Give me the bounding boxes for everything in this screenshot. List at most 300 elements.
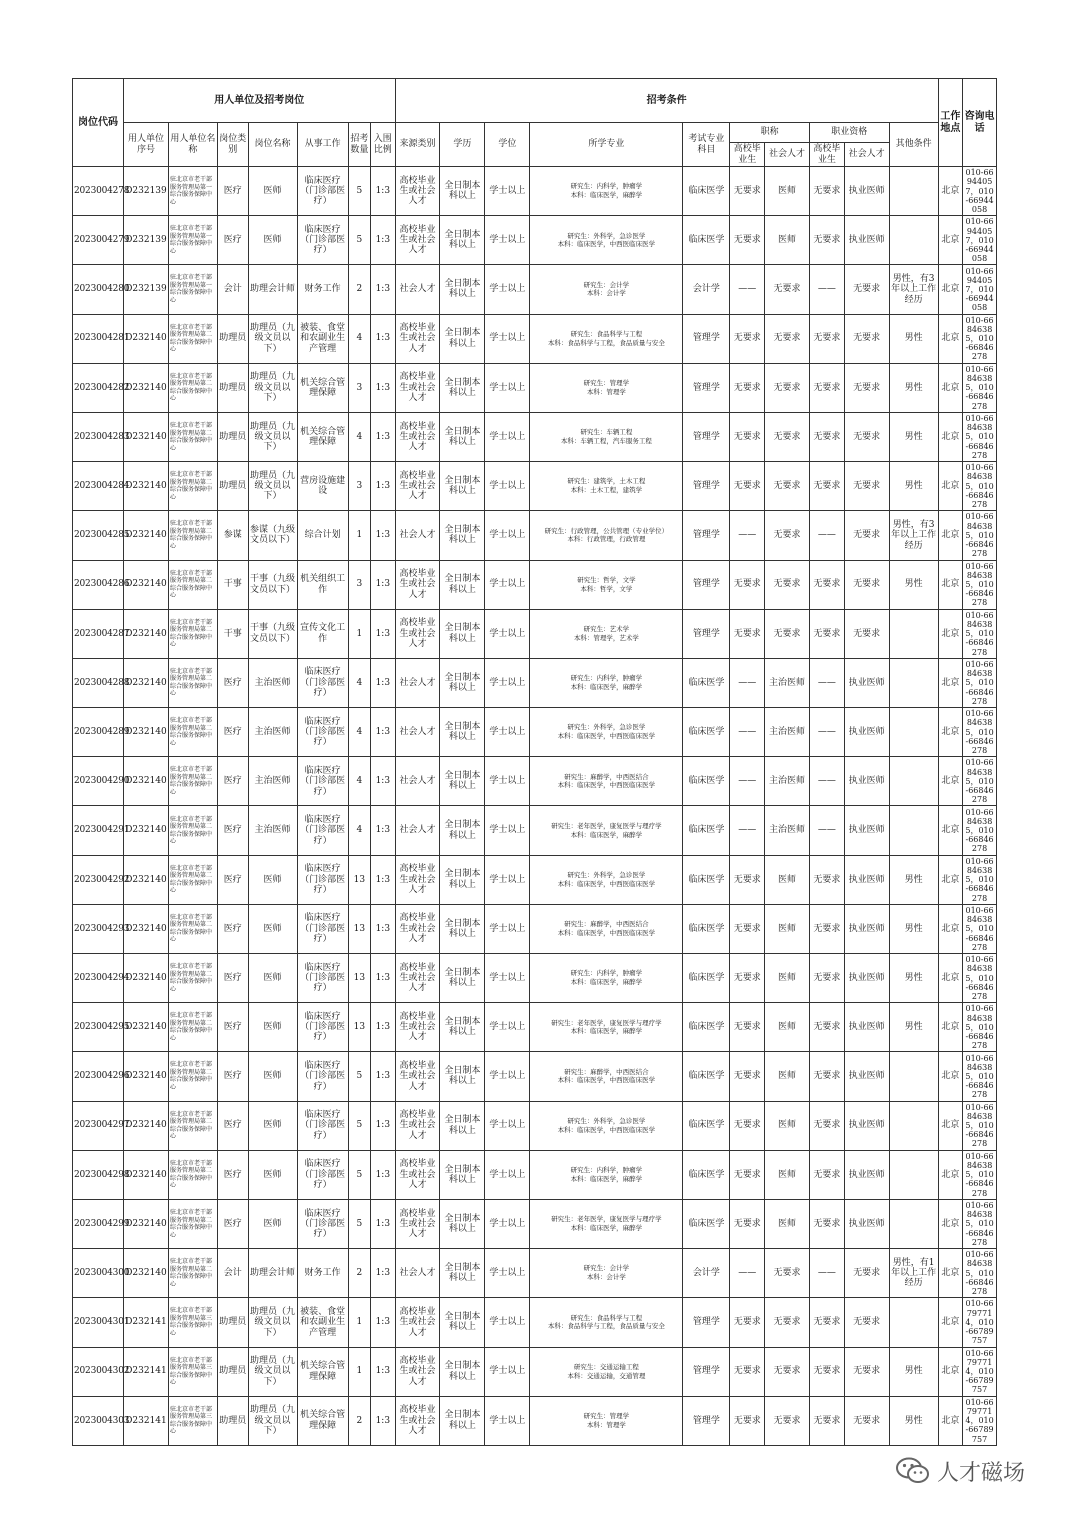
title-social-cell: 无要求 — [765, 412, 810, 461]
qual-social-cell: 无要求 — [844, 412, 889, 461]
phone-cell: 010-66846385，010-66846278 — [963, 1199, 997, 1248]
post-name-cell: 助理员（九级文员以下） — [248, 363, 297, 412]
quota-cell: 5 — [348, 167, 370, 216]
source-cell: 高校毕业生或社会人才 — [395, 560, 440, 609]
major-cell: 研究生：行政管理，公共管理（专业学位） 本科：行政管理，行政管理 — [530, 511, 683, 560]
education-cell: 全日制本科以上 — [440, 1298, 485, 1347]
table-row — [73, 511, 997, 560]
exam-subject-cell: 管理学 — [683, 511, 730, 560]
education-cell: 全日制本科以上 — [440, 1101, 485, 1150]
post-category-cell: 医疗 — [217, 708, 248, 757]
major-cell: 研究生：外科学，急诊医学 本科：临床医学，中西医临床医学 — [530, 708, 683, 757]
qual-social-cell: 无要求 — [844, 314, 889, 363]
unit-name-cell: 驻北京市老干部服务管理局第二综合服务保障中心 — [168, 1052, 217, 1101]
degree-cell: 学士以上 — [485, 1199, 530, 1248]
source-cell: 社会人才 — [395, 708, 440, 757]
table-row — [73, 757, 997, 806]
phone-cell: 010-66846385，010-66846278 — [963, 757, 997, 806]
title-grad-cell: 无要求 — [730, 167, 765, 216]
qual-grad-cell: 无要求 — [809, 1052, 844, 1101]
degree-cell: 学士以上 — [485, 511, 530, 560]
major-cell: 研究生：老年医学，康复医学与理疗学 本科：临床医学，麻醉学 — [530, 1003, 683, 1052]
col-post-category: 岗位类别 — [217, 123, 248, 167]
source-cell: 高校毕业生或社会人才 — [395, 462, 440, 511]
post-code-cell: 2023004290 — [73, 757, 124, 806]
post-category-cell: 医疗 — [217, 1150, 248, 1199]
qual-grad-cell: 无要求 — [809, 609, 844, 658]
col-group-qualification: 职业资格 — [809, 123, 889, 143]
unit-no-cell: D232139 — [124, 216, 169, 265]
source-cell: 高校毕业生或社会人才 — [395, 216, 440, 265]
other-cell: 男性，有3年以上工作经历 — [889, 265, 938, 314]
table-row — [73, 904, 997, 953]
table-row — [73, 1052, 997, 1101]
education-cell: 全日制本科以上 — [440, 658, 485, 707]
title-social-cell: 无要求 — [765, 314, 810, 363]
degree-cell: 学士以上 — [485, 560, 530, 609]
post-category-cell: 会计 — [217, 1249, 248, 1298]
source-cell: 社会人才 — [395, 806, 440, 855]
source-cell: 社会人才 — [395, 511, 440, 560]
unit-no-cell: D232140 — [124, 1249, 169, 1298]
table-row — [73, 560, 997, 609]
title-social-cell: 无要求 — [765, 363, 810, 412]
col-qual-grad: 高校毕业生 — [809, 143, 844, 167]
unit-name-cell: 驻北京市老干部服务管理局第二综合服务保障中心 — [168, 904, 217, 953]
title-grad-cell: 无要求 — [730, 462, 765, 511]
title-grad-cell: 无要求 — [730, 1101, 765, 1150]
work-content-cell: 临床医疗（门诊部医疗） — [297, 1101, 348, 1150]
major-cell: 研究生：车辆工程 本科：车辆工程，汽车服务工程 — [530, 412, 683, 461]
ratio-cell: 1:3 — [371, 462, 396, 511]
title-grad-cell: 无要求 — [730, 609, 765, 658]
post-name-cell: 助理员（九级文员以下） — [248, 1396, 297, 1445]
post-name-cell: 助理员（九级文员以下） — [248, 462, 297, 511]
post-category-cell: 医疗 — [217, 806, 248, 855]
work-location-cell: 北京 — [938, 167, 963, 216]
ratio-cell: 1:3 — [371, 1101, 396, 1150]
other-cell: 男性 — [889, 412, 938, 461]
phone-cell: 010-66846385，010-66846278 — [963, 658, 997, 707]
work-location-cell: 北京 — [938, 1052, 963, 1101]
title-social-cell: 主治医师 — [765, 806, 810, 855]
qual-grad-cell: 无要求 — [809, 1150, 844, 1199]
exam-subject-cell: 管理学 — [683, 412, 730, 461]
exam-subject-cell: 临床医学 — [683, 855, 730, 904]
exam-subject-cell: 临床医学 — [683, 708, 730, 757]
post-name-cell: 助理员（九级文员以下） — [248, 1298, 297, 1347]
title-grad-cell: —— — [730, 511, 765, 560]
unit-no-cell: D232141 — [124, 1347, 169, 1396]
major-cell: 研究生：内科学，肿瘤学 本科：临床医学，麻醉学 — [530, 1150, 683, 1199]
work-location-cell: 北京 — [938, 511, 963, 560]
exam-subject-cell: 临床医学 — [683, 1052, 730, 1101]
post-category-cell: 医疗 — [217, 1003, 248, 1052]
unit-name-cell: 驻北京市老干部服务管理局第二综合服务保障中心 — [168, 757, 217, 806]
post-name-cell: 干事（九级文员以下） — [248, 609, 297, 658]
qual-grad-cell: 无要求 — [809, 1101, 844, 1150]
work-location-cell: 北京 — [938, 1298, 963, 1347]
unit-no-cell: D232140 — [124, 412, 169, 461]
exam-subject-cell: 管理学 — [683, 1396, 730, 1445]
education-cell: 全日制本科以上 — [440, 855, 485, 904]
unit-no-cell: D232141 — [124, 1298, 169, 1347]
phone-cell: 010-66846385，010-66846278 — [963, 954, 997, 1003]
title-social-cell: 无要求 — [765, 1249, 810, 1298]
post-code-cell: 2023004282 — [73, 363, 124, 412]
major-cell: 研究生：外科学，急诊医学 本科：临床医学，中西医临床医学 — [530, 216, 683, 265]
exam-subject-cell: 临床医学 — [683, 954, 730, 1003]
source-cell: 高校毕业生或社会人才 — [395, 1347, 440, 1396]
source-cell: 社会人才 — [395, 757, 440, 806]
other-cell — [889, 1199, 938, 1248]
degree-cell: 学士以上 — [485, 1003, 530, 1052]
unit-no-cell: D232140 — [124, 363, 169, 412]
exam-subject-cell: 临床医学 — [683, 1101, 730, 1150]
work-content-cell: 被装、食堂和农副业生产管理 — [297, 1298, 348, 1347]
degree-cell: 学士以上 — [485, 216, 530, 265]
post-name-cell: 助理会计师 — [248, 1249, 297, 1298]
work-content-cell: 宣传文化工作 — [297, 609, 348, 658]
source-cell: 高校毕业生或社会人才 — [395, 609, 440, 658]
work-location-cell: 北京 — [938, 609, 963, 658]
title-grad-cell: 无要求 — [730, 1052, 765, 1101]
work-location-cell: 北京 — [938, 1101, 963, 1150]
ratio-cell: 1:3 — [371, 855, 396, 904]
qual-social-cell: 执业医师 — [844, 1003, 889, 1052]
table-row — [73, 806, 997, 855]
post-name-cell: 主治医师 — [248, 658, 297, 707]
source-cell: 社会人才 — [395, 265, 440, 314]
work-content-cell: 临床医疗（门诊部医疗） — [297, 708, 348, 757]
work-location-cell: 北京 — [938, 708, 963, 757]
exam-subject-cell: 临床医学 — [683, 167, 730, 216]
unit-name-cell: 驻北京市老干部服务管理局第一综合服务保障中心 — [168, 265, 217, 314]
title-social-cell: 医师 — [765, 216, 810, 265]
major-cell: 研究生：内科学，肿瘤学 本科：临床医学，麻醉学 — [530, 954, 683, 1003]
education-cell: 全日制本科以上 — [440, 1347, 485, 1396]
col-quota: 招考数量 — [348, 123, 370, 167]
table-row — [73, 708, 997, 757]
source-cell: 高校毕业生或社会人才 — [395, 1396, 440, 1445]
title-grad-cell: 无要求 — [730, 1003, 765, 1052]
post-name-cell: 主治医师 — [248, 806, 297, 855]
qual-social-cell: 执业医师 — [844, 904, 889, 953]
source-cell: 高校毕业生或社会人才 — [395, 1101, 440, 1150]
ratio-cell: 1:3 — [371, 511, 396, 560]
post-code-cell: 2023004278 — [73, 167, 124, 216]
post-code-cell: 2023004299 — [73, 1199, 124, 1248]
phone-cell: 010-66797714，010-66789757 — [963, 1347, 997, 1396]
source-cell: 社会人才 — [395, 658, 440, 707]
degree-cell: 学士以上 — [485, 806, 530, 855]
ratio-cell: 1:3 — [371, 1052, 396, 1101]
post-name-cell: 医师 — [248, 1003, 297, 1052]
quota-cell: 3 — [348, 560, 370, 609]
table-row — [73, 609, 997, 658]
source-cell: 高校毕业生或社会人才 — [395, 855, 440, 904]
other-cell — [889, 609, 938, 658]
exam-subject-cell: 临床医学 — [683, 1003, 730, 1052]
work-content-cell: 被装、食堂和农副业生产管理 — [297, 314, 348, 363]
title-social-cell: 医师 — [765, 1003, 810, 1052]
exam-subject-cell: 管理学 — [683, 462, 730, 511]
education-cell: 全日制本科以上 — [440, 904, 485, 953]
col-degree: 学位 — [485, 123, 530, 167]
phone-cell: 010-66846385，010-66846278 — [963, 1052, 997, 1101]
title-grad-cell: —— — [730, 1249, 765, 1298]
post-code-cell: 2023004292 — [73, 855, 124, 904]
title-social-cell: 医师 — [765, 167, 810, 216]
post-name-cell: 助理会计师 — [248, 265, 297, 314]
title-grad-cell: 无要求 — [730, 954, 765, 1003]
title-grad-cell: 无要求 — [730, 904, 765, 953]
major-cell: 研究生：老年医学，康复医学与理疗学 本科：临床医学，麻醉学 — [530, 1199, 683, 1248]
qual-grad-cell: —— — [809, 265, 844, 314]
ratio-cell: 1:3 — [371, 560, 396, 609]
qual-social-cell: 执业医师 — [844, 1052, 889, 1101]
qual-grad-cell: 无要求 — [809, 412, 844, 461]
major-cell: 研究生：交通运输工程 本科：交通运输，交通管理 — [530, 1347, 683, 1396]
post-code-cell: 2023004296 — [73, 1052, 124, 1101]
post-code-cell: 2023004293 — [73, 904, 124, 953]
phone-cell: 010-66846385，010-66846278 — [963, 314, 997, 363]
ratio-cell: 1:3 — [371, 708, 396, 757]
qual-grad-cell: 无要求 — [809, 462, 844, 511]
work-location-cell: 北京 — [938, 1347, 963, 1396]
work-location-cell: 北京 — [938, 363, 963, 412]
other-cell — [889, 1298, 938, 1347]
title-grad-cell: 无要求 — [730, 1298, 765, 1347]
other-cell: 男性 — [889, 314, 938, 363]
post-category-cell: 医疗 — [217, 1101, 248, 1150]
quota-cell: 13 — [348, 954, 370, 1003]
source-cell: 高校毕业生或社会人才 — [395, 412, 440, 461]
title-social-cell: 无要求 — [765, 511, 810, 560]
ratio-cell: 1:3 — [371, 954, 396, 1003]
post-code-cell: 2023004300 — [73, 1249, 124, 1298]
exam-subject-cell: 管理学 — [683, 363, 730, 412]
unit-no-cell: D232139 — [124, 265, 169, 314]
col-qual-social: 社会人才 — [844, 143, 889, 167]
major-cell: 研究生：麻醉学，中西医结合 本科：临床医学，中西医临床医学 — [530, 757, 683, 806]
title-social-cell: 无要求 — [765, 560, 810, 609]
post-name-cell: 主治医师 — [248, 757, 297, 806]
unit-no-cell: D232140 — [124, 1052, 169, 1101]
source-cell: 高校毕业生或社会人才 — [395, 314, 440, 363]
post-code-cell: 2023004286 — [73, 560, 124, 609]
work-content-cell: 财务工作 — [297, 265, 348, 314]
unit-name-cell: 驻北京市老干部服务管理局第二综合服务保障中心 — [168, 363, 217, 412]
education-cell: 全日制本科以上 — [440, 1003, 485, 1052]
unit-no-cell: D232140 — [124, 462, 169, 511]
education-cell: 全日制本科以上 — [440, 708, 485, 757]
qual-social-cell: 执业医师 — [844, 757, 889, 806]
post-category-cell: 医疗 — [217, 216, 248, 265]
education-cell: 全日制本科以上 — [440, 609, 485, 658]
education-cell: 全日制本科以上 — [440, 954, 485, 1003]
col-education: 学历 — [440, 123, 485, 167]
major-cell: 研究生：食品科学与工程 本科：食品科学与工程，食品质量与安全 — [530, 1298, 683, 1347]
education-cell: 全日制本科以上 — [440, 560, 485, 609]
other-cell — [889, 1101, 938, 1150]
quota-cell: 1 — [348, 1347, 370, 1396]
col-unit-no: 用人单位序号 — [124, 123, 169, 167]
unit-name-cell: 驻北京市老干部服务管理局第二综合服务保障中心 — [168, 314, 217, 363]
unit-no-cell: D232140 — [124, 1150, 169, 1199]
phone-cell: 010-66846385，010-66846278 — [963, 462, 997, 511]
watermark — [895, 1453, 1025, 1489]
degree-cell: 学士以上 — [485, 1347, 530, 1396]
title-social-cell: 无要求 — [765, 265, 810, 314]
unit-no-cell: D232141 — [124, 1396, 169, 1445]
col-exam-subject: 考试专业科目 — [683, 123, 730, 167]
work-content-cell: 营房设施建设 — [297, 462, 348, 511]
title-grad-cell: —— — [730, 757, 765, 806]
degree-cell: 学士以上 — [485, 265, 530, 314]
other-cell — [889, 806, 938, 855]
work-content-cell: 综合计划 — [297, 511, 348, 560]
title-social-cell: 医师 — [765, 1052, 810, 1101]
education-cell: 全日制本科以上 — [440, 1199, 485, 1248]
other-cell: 男性 — [889, 1003, 938, 1052]
title-social-cell: 医师 — [765, 1101, 810, 1150]
source-cell: 高校毕业生或社会人才 — [395, 1298, 440, 1347]
work-location-cell: 北京 — [938, 1150, 963, 1199]
post-code-cell: 2023004283 — [73, 412, 124, 461]
qual-social-cell: 无要求 — [844, 511, 889, 560]
qual-grad-cell: 无要求 — [809, 314, 844, 363]
table-row — [73, 363, 997, 412]
quota-cell: 4 — [348, 412, 370, 461]
title-grad-cell: —— — [730, 806, 765, 855]
work-content-cell: 财务工作 — [297, 1249, 348, 1298]
title-grad-cell: 无要求 — [730, 855, 765, 904]
wechat-icon — [895, 1456, 931, 1486]
quota-cell: 2 — [348, 1396, 370, 1445]
post-category-cell: 医疗 — [217, 167, 248, 216]
title-grad-cell: 无要求 — [730, 412, 765, 461]
qual-grad-cell: 无要求 — [809, 1003, 844, 1052]
quota-cell: 13 — [348, 904, 370, 953]
education-cell: 全日制本科以上 — [440, 412, 485, 461]
phone-cell: 010-66846385，010-66846278 — [963, 1150, 997, 1199]
phone-cell: 010-66846385，010-66846278 — [963, 511, 997, 560]
unit-no-cell: D232140 — [124, 904, 169, 953]
source-cell: 高校毕业生或社会人才 — [395, 904, 440, 953]
exam-subject-cell: 临床医学 — [683, 806, 730, 855]
ratio-cell: 1:3 — [371, 806, 396, 855]
post-category-cell: 参谋 — [217, 511, 248, 560]
ratio-cell: 1:3 — [371, 757, 396, 806]
major-cell: 研究生：内科学，肿瘤学 本科：临床医学，麻醉学 — [530, 167, 683, 216]
qual-grad-cell: 无要求 — [809, 560, 844, 609]
title-grad-cell: 无要求 — [730, 216, 765, 265]
work-content-cell: 临床医疗（门诊部医疗） — [297, 216, 348, 265]
post-code-cell: 2023004295 — [73, 1003, 124, 1052]
quota-cell: 1 — [348, 609, 370, 658]
post-code-cell: 2023004291 — [73, 806, 124, 855]
table-row — [73, 462, 997, 511]
title-grad-cell: —— — [730, 658, 765, 707]
work-content-cell: 临床医疗（门诊部医疗） — [297, 1150, 348, 1199]
exam-subject-cell: 临床医学 — [683, 757, 730, 806]
work-content-cell: 临床医疗（门诊部医疗） — [297, 1052, 348, 1101]
source-cell: 高校毕业生或社会人才 — [395, 1150, 440, 1199]
table-row — [73, 954, 997, 1003]
education-cell: 全日制本科以上 — [440, 1150, 485, 1199]
col-group-title: 职称 — [730, 123, 810, 143]
title-social-cell: 无要求 — [765, 1347, 810, 1396]
qual-grad-cell: —— — [809, 1249, 844, 1298]
major-cell: 研究生：艺术学 本科：管理学，艺术学 — [530, 609, 683, 658]
quota-cell: 3 — [348, 363, 370, 412]
post-category-cell: 医疗 — [217, 1199, 248, 1248]
degree-cell: 学士以上 — [485, 904, 530, 953]
phone-cell: 010-66846385，010-66846278 — [963, 904, 997, 953]
major-cell: 研究生：老年医学，康复医学与理疗学 本科：临床医学，麻醉学 — [530, 806, 683, 855]
post-category-cell: 医疗 — [217, 954, 248, 1003]
education-cell: 全日制本科以上 — [440, 1052, 485, 1101]
title-grad-cell: —— — [730, 265, 765, 314]
unit-no-cell: D232140 — [124, 855, 169, 904]
work-content-cell: 机关综合管理保障 — [297, 1396, 348, 1445]
unit-name-cell: 驻北京市老干部服务管理局第三综合服务保障中心 — [168, 1396, 217, 1445]
degree-cell: 学士以上 — [485, 462, 530, 511]
unit-no-cell: D232140 — [124, 1101, 169, 1150]
major-cell: 研究生：哲学，文学 本科：哲学，文学 — [530, 560, 683, 609]
quota-cell: 3 — [348, 462, 370, 511]
post-name-cell: 医师 — [248, 1052, 297, 1101]
ratio-cell: 1:3 — [371, 363, 396, 412]
work-content-cell: 临床医疗（门诊部医疗） — [297, 904, 348, 953]
quota-cell: 13 — [348, 855, 370, 904]
degree-cell: 学士以上 — [485, 1101, 530, 1150]
other-cell: 男性，有1年以上工作经历 — [889, 1249, 938, 1298]
post-code-cell: 2023004297 — [73, 1101, 124, 1150]
unit-no-cell: D232140 — [124, 708, 169, 757]
ratio-cell: 1:3 — [371, 904, 396, 953]
work-content-cell: 临床医疗（门诊部医疗） — [297, 806, 348, 855]
unit-name-cell: 驻北京市老干部服务管理局第二综合服务保障中心 — [168, 806, 217, 855]
phone-cell: 010-66797714，010-66789757 — [963, 1298, 997, 1347]
post-category-cell: 医疗 — [217, 1052, 248, 1101]
post-name-cell: 医师 — [248, 1199, 297, 1248]
source-cell: 社会人才 — [395, 1249, 440, 1298]
exam-subject-cell: 管理学 — [683, 1298, 730, 1347]
work-content-cell: 临床医疗（门诊部医疗） — [297, 757, 348, 806]
title-grad-cell: 无要求 — [730, 1347, 765, 1396]
phone-cell: 010-66797714，010-66789757 — [963, 1396, 997, 1445]
exam-subject-cell: 临床医学 — [683, 904, 730, 953]
ratio-cell: 1:3 — [371, 1199, 396, 1248]
work-content-cell: 临床医疗（门诊部医疗） — [297, 658, 348, 707]
qual-grad-cell: —— — [809, 658, 844, 707]
post-category-cell: 助理员 — [217, 462, 248, 511]
degree-cell: 学士以上 — [485, 1249, 530, 1298]
unit-name-cell: 驻北京市老干部服务管理局第一综合服务保障中心 — [168, 216, 217, 265]
major-cell: 研究生：外科学，急诊医学 本科：临床医学，中西医临床医学 — [530, 1101, 683, 1150]
qual-grad-cell: 无要求 — [809, 363, 844, 412]
major-cell: 研究生：建筑学，土木工程 本科：土木工程，建筑学 — [530, 462, 683, 511]
major-cell: 研究生：管理学 本科：管理学 — [530, 363, 683, 412]
qual-social-cell: 执业医师 — [844, 1101, 889, 1150]
qual-social-cell: 无要求 — [844, 1298, 889, 1347]
unit-no-cell: D232140 — [124, 954, 169, 1003]
unit-name-cell: 驻北京市老干部服务管理局第二综合服务保障中心 — [168, 412, 217, 461]
other-cell — [889, 757, 938, 806]
post-category-cell: 助理员 — [217, 363, 248, 412]
